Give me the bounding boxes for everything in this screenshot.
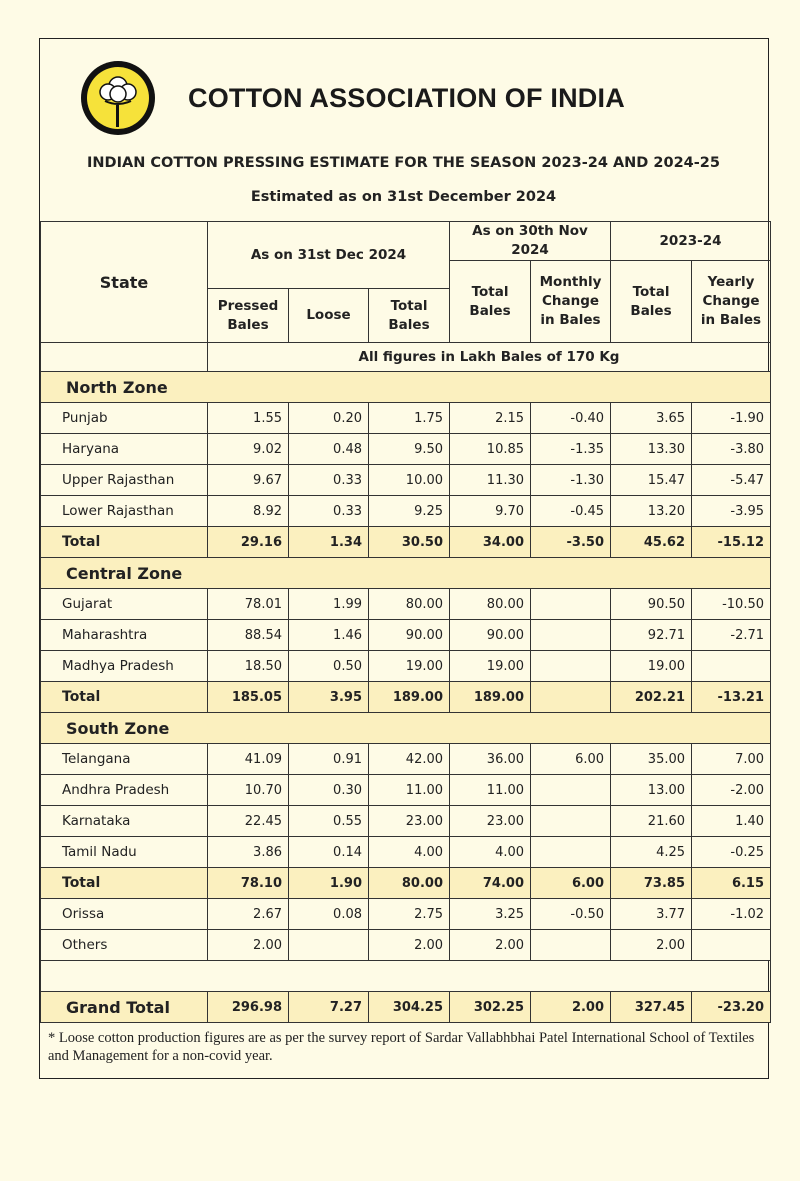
value-cell: 3.65 bbox=[611, 403, 692, 434]
value-cell: 9.02 bbox=[208, 434, 289, 465]
state-cell: Maharashtra bbox=[41, 620, 208, 651]
report-subtitle: INDIAN COTTON PRESSING ESTIMATE FOR THE SEASON 2023-24 AND 2024-25 bbox=[87, 155, 720, 171]
prev-total-header: Total Bales bbox=[611, 261, 692, 343]
value-cell: 2.15 bbox=[450, 403, 531, 434]
value-cell: 74.00 bbox=[450, 868, 531, 899]
state-cell: Haryana bbox=[41, 434, 208, 465]
value-cell: 1.99 bbox=[289, 589, 369, 620]
state-cell: Orissa bbox=[41, 899, 208, 930]
value-cell: 3.77 bbox=[611, 899, 692, 930]
value-cell: 1.46 bbox=[289, 620, 369, 651]
value-cell: 19.00 bbox=[611, 651, 692, 682]
value-cell bbox=[692, 930, 771, 961]
value-cell: 4.25 bbox=[611, 837, 692, 868]
value-cell: -3.80 bbox=[692, 434, 771, 465]
table-row bbox=[41, 434, 771, 465]
state-cell: Others bbox=[41, 930, 208, 961]
value-cell: 80.00 bbox=[369, 868, 450, 899]
value-cell: 1.75 bbox=[369, 403, 450, 434]
value-cell: 42.00 bbox=[369, 744, 450, 775]
value-cell: 9.67 bbox=[208, 465, 289, 496]
value-cell: 0.50 bbox=[289, 651, 369, 682]
cotton-logo-icon bbox=[81, 61, 155, 135]
value-cell: 2.00 bbox=[450, 930, 531, 961]
value-cell: 45.62 bbox=[611, 527, 692, 558]
value-cell: 0.14 bbox=[289, 837, 369, 868]
value-cell: 6.00 bbox=[531, 744, 611, 775]
zone-total-row bbox=[41, 868, 771, 899]
value-cell: -2.71 bbox=[692, 620, 771, 651]
value-cell: 90.50 bbox=[611, 589, 692, 620]
zone-name: North Zone bbox=[41, 372, 771, 403]
value-cell: 0.33 bbox=[289, 465, 369, 496]
state-cell: Upper Rajasthan bbox=[41, 465, 208, 496]
value-cell: 4.00 bbox=[369, 837, 450, 868]
value-cell: 7.00 bbox=[692, 744, 771, 775]
organization-title: COTTON ASSOCIATION OF INDIA bbox=[188, 83, 625, 113]
state-cell: Total bbox=[41, 682, 208, 713]
value-cell: 36.00 bbox=[450, 744, 531, 775]
value-cell bbox=[531, 837, 611, 868]
value-cell: -0.45 bbox=[531, 496, 611, 527]
state-cell: Punjab bbox=[41, 403, 208, 434]
value-cell: -1.35 bbox=[531, 434, 611, 465]
table-row bbox=[41, 775, 771, 806]
value-cell: 19.00 bbox=[450, 651, 531, 682]
monthly-change-header: Monthly Change in Bales bbox=[531, 261, 611, 343]
state-cell: Andhra Pradesh bbox=[41, 775, 208, 806]
value-cell: 6.15 bbox=[692, 868, 771, 899]
value-cell: 3.25 bbox=[450, 899, 531, 930]
value-cell: 0.91 bbox=[289, 744, 369, 775]
table-row bbox=[41, 806, 771, 837]
value-cell: -0.50 bbox=[531, 899, 611, 930]
value-cell: 80.00 bbox=[450, 589, 531, 620]
value-cell: 11.00 bbox=[450, 775, 531, 806]
spacer-row bbox=[41, 961, 771, 992]
value-cell: 6.00 bbox=[531, 868, 611, 899]
value-cell: -1.90 bbox=[692, 403, 771, 434]
pressed-header: Pressed Bales bbox=[208, 289, 289, 343]
value-cell: -0.40 bbox=[531, 403, 611, 434]
value-cell bbox=[531, 589, 611, 620]
zone-total-row bbox=[41, 527, 771, 558]
value-cell: 19.00 bbox=[369, 651, 450, 682]
state-cell: Total bbox=[41, 868, 208, 899]
value-cell: 327.45 bbox=[611, 992, 692, 1023]
value-cell: 23.00 bbox=[369, 806, 450, 837]
table-row bbox=[41, 744, 771, 775]
value-cell: 1.90 bbox=[289, 868, 369, 899]
value-cell: -0.25 bbox=[692, 837, 771, 868]
state-cell: Grand Total bbox=[41, 992, 208, 1023]
value-cell: 34.00 bbox=[450, 527, 531, 558]
value-cell bbox=[692, 651, 771, 682]
value-cell: -1.30 bbox=[531, 465, 611, 496]
value-cell: 18.50 bbox=[208, 651, 289, 682]
report-frame bbox=[39, 38, 769, 1079]
value-cell: 302.25 bbox=[450, 992, 531, 1023]
value-cell: 1.55 bbox=[208, 403, 289, 434]
value-cell: -2.00 bbox=[692, 775, 771, 806]
value-cell: 0.33 bbox=[289, 496, 369, 527]
value-cell: -15.12 bbox=[692, 527, 771, 558]
value-cell: 21.60 bbox=[611, 806, 692, 837]
value-cell: 2.75 bbox=[369, 899, 450, 930]
report-header bbox=[40, 39, 767, 222]
units-note: All figures in Lakh Bales of 170 Kg bbox=[208, 343, 771, 372]
value-cell: -5.47 bbox=[692, 465, 771, 496]
value-cell: 3.86 bbox=[208, 837, 289, 868]
zone-name: Central Zone bbox=[41, 558, 771, 589]
value-cell: 0.20 bbox=[289, 403, 369, 434]
value-cell: 80.00 bbox=[369, 589, 450, 620]
value-cell: 4.00 bbox=[450, 837, 531, 868]
value-cell: 2.00 bbox=[611, 930, 692, 961]
nov-group-header: As on 30th Nov 2024 bbox=[450, 222, 611, 261]
value-cell: -3.50 bbox=[531, 527, 611, 558]
value-cell: 7.27 bbox=[289, 992, 369, 1023]
state-cell: Karnataka bbox=[41, 806, 208, 837]
value-cell: 0.55 bbox=[289, 806, 369, 837]
value-cell: 0.30 bbox=[289, 775, 369, 806]
value-cell: 90.00 bbox=[369, 620, 450, 651]
value-cell: 10.00 bbox=[369, 465, 450, 496]
value-cell: 296.98 bbox=[208, 992, 289, 1023]
value-cell: 92.71 bbox=[611, 620, 692, 651]
zone-name: South Zone bbox=[41, 713, 771, 744]
value-cell bbox=[531, 682, 611, 713]
value-cell: 10.85 bbox=[450, 434, 531, 465]
value-cell: 88.54 bbox=[208, 620, 289, 651]
value-cell: 2.00 bbox=[369, 930, 450, 961]
value-cell: -1.02 bbox=[692, 899, 771, 930]
table-row bbox=[41, 465, 771, 496]
value-cell: 0.08 bbox=[289, 899, 369, 930]
value-cell: 35.00 bbox=[611, 744, 692, 775]
table-row bbox=[41, 899, 771, 930]
estimate-date: Estimated as on 31st December 2024 bbox=[250, 189, 557, 205]
value-cell: 23.00 bbox=[450, 806, 531, 837]
value-cell: 1.34 bbox=[289, 527, 369, 558]
state-header: State bbox=[41, 222, 208, 343]
prev-season-header: 2023-24 bbox=[611, 222, 771, 261]
value-cell bbox=[531, 775, 611, 806]
value-cell bbox=[531, 620, 611, 651]
value-cell: 78.10 bbox=[208, 868, 289, 899]
value-cell bbox=[289, 930, 369, 961]
table-row bbox=[41, 620, 771, 651]
table-row bbox=[41, 651, 771, 682]
value-cell: -10.50 bbox=[692, 589, 771, 620]
value-cell bbox=[531, 806, 611, 837]
value-cell: 13.00 bbox=[611, 775, 692, 806]
value-cell: 3.95 bbox=[289, 682, 369, 713]
value-cell: 202.21 bbox=[611, 682, 692, 713]
footnote: * Loose cotton production figures are as per the survey report of Sardar Vallabhbhai Patel International School of Textiles and Management for a non-covid year. bbox=[48, 1030, 755, 1064]
value-cell: 41.09 bbox=[208, 744, 289, 775]
state-cell: Tamil Nadu bbox=[41, 837, 208, 868]
value-cell: 29.16 bbox=[208, 527, 289, 558]
zone-header-row bbox=[41, 713, 771, 744]
table-row bbox=[41, 837, 771, 868]
state-cell: Lower Rajasthan bbox=[41, 496, 208, 527]
yearly-change-header: Yearly Change in Bales bbox=[692, 261, 771, 343]
value-cell: 11.00 bbox=[369, 775, 450, 806]
dec-group-header: As on 31st Dec 2024 bbox=[208, 222, 450, 289]
value-cell: -23.20 bbox=[692, 992, 771, 1023]
value-cell: 90.00 bbox=[450, 620, 531, 651]
value-cell: 0.48 bbox=[289, 434, 369, 465]
value-cell: 13.30 bbox=[611, 434, 692, 465]
value-cell: 189.00 bbox=[450, 682, 531, 713]
value-cell: 22.45 bbox=[208, 806, 289, 837]
value-cell: 10.70 bbox=[208, 775, 289, 806]
grand-total-row bbox=[41, 992, 771, 1023]
table-row bbox=[41, 403, 771, 434]
table-row bbox=[41, 496, 771, 527]
value-cell: 185.05 bbox=[208, 682, 289, 713]
loose-header: Loose bbox=[289, 289, 369, 343]
value-cell: 8.92 bbox=[208, 496, 289, 527]
value-cell: 30.50 bbox=[369, 527, 450, 558]
value-cell: 9.25 bbox=[369, 496, 450, 527]
value-cell: -3.95 bbox=[692, 496, 771, 527]
state-cell: Gujarat bbox=[41, 589, 208, 620]
value-cell: 73.85 bbox=[611, 868, 692, 899]
zone-total-row bbox=[41, 682, 771, 713]
value-cell: 15.47 bbox=[611, 465, 692, 496]
value-cell bbox=[531, 930, 611, 961]
state-cell: Madhya Pradesh bbox=[41, 651, 208, 682]
value-cell: 11.30 bbox=[450, 465, 531, 496]
zone-header-row bbox=[41, 558, 771, 589]
value-cell: 9.50 bbox=[369, 434, 450, 465]
value-cell: 2.00 bbox=[208, 930, 289, 961]
total-header: Total Bales bbox=[369, 289, 450, 343]
value-cell: 78.01 bbox=[208, 589, 289, 620]
value-cell: -13.21 bbox=[692, 682, 771, 713]
value-cell: 13.20 bbox=[611, 496, 692, 527]
nov-total-header: Total Bales bbox=[450, 261, 531, 343]
table-row bbox=[41, 930, 771, 961]
value-cell: 304.25 bbox=[369, 992, 450, 1023]
value-cell: 1.40 bbox=[692, 806, 771, 837]
value-cell bbox=[531, 651, 611, 682]
value-cell: 9.70 bbox=[450, 496, 531, 527]
pressing-estimate-table bbox=[40, 221, 771, 1023]
value-cell: 2.67 bbox=[208, 899, 289, 930]
value-cell: 189.00 bbox=[369, 682, 450, 713]
state-cell: Telangana bbox=[41, 744, 208, 775]
state-cell: Total bbox=[41, 527, 208, 558]
table-row bbox=[41, 589, 771, 620]
value-cell: 2.00 bbox=[531, 992, 611, 1023]
zone-header-row bbox=[41, 372, 771, 403]
table-body bbox=[41, 372, 771, 1023]
